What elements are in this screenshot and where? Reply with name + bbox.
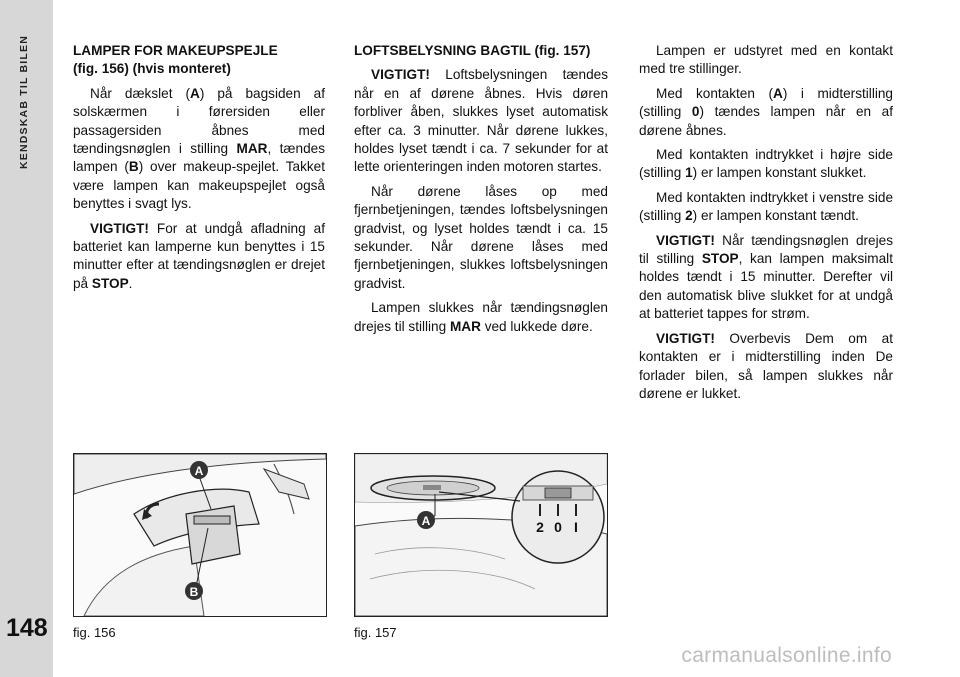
figure-caption: fig. 157: [354, 625, 397, 640]
switch-position-0: 0: [554, 519, 562, 535]
paragraph: Med kontakten indtrykket i venstre side (stilling 2) er lampen konstant tændt.: [639, 189, 893, 224]
paragraph-important: VIGTIGT! Loftsbelysningen tændes når en af dørene åbnes. Hvis døren forbliver åben, slukkes lyset automatisk efter ca. 3 minutter. Når dørene lukkes, holdes lyset tændt i ca. 7 sekunder for at lette orienteringen inden motoren startes.: [354, 67, 608, 175]
page-number: 148: [6, 614, 48, 642]
ceiling-light-illustration: [355, 454, 607, 616]
label-a: A: [421, 514, 431, 528]
figure-156-sun-visor: [73, 453, 327, 617]
switch-position-2: 2: [536, 519, 544, 535]
paragraph: Lampen slukkes når tændingsnøglen drejes til stilling MAR ved lukkede døre.: [354, 300, 608, 334]
column-makeup-lamps: [73, 42, 325, 299]
paragraph-important: VIGTIGT! Overbevis Dem om at kontakten er i midterstilling inden De forlader bilen, så lampen slukkes når dørene er lukket.: [639, 330, 893, 401]
label-a: A: [194, 464, 204, 478]
watermark: carmanualsonline.info: [681, 644, 892, 667]
figure-157-ceiling-light: [354, 453, 608, 617]
paragraph: Når dækslet (A) på bagsiden af solskærmen i førersiden eller passagersiden åbnes med tændingsnøglen i stilling MAR, tændes lampen (B) over makeup-spejlet. Takket være lampen kan makeupspejlet også benyttes i svagt lys.: [73, 85, 325, 212]
paragraph-important: VIGTIGT! Når tændingsnøglen drejes til stilling STOP, kan lampen maksimalt holdes tændt i 15 minutter. Derefter vil den automatisk blive slukket for at undgå at batteriet tappes for strøm.: [639, 232, 893, 322]
heading-rear-ceiling-light: LOFTSBELYSNING BAGTIL (fig. 157): [354, 43, 591, 58]
paragraph: Lampen er udstyret med en kontakt med tre stillinger.: [639, 43, 893, 77]
paragraph: Med kontakten indtrykket i højre side (stilling 1) er lampen konstant slukket.: [639, 147, 893, 181]
figure-caption: fig. 156: [73, 625, 116, 640]
switch-position-1: I: [574, 519, 578, 535]
label-b: B: [189, 585, 199, 599]
sun-visor-illustration: [74, 454, 326, 616]
column-rear-ceiling-light: [354, 42, 608, 342]
paragraph: Når dørene låses op med fjernbetjeningen, tændes loftsbelysningen gradvist, og lyset holdes tændt i ca. 15 sekunder. Når dørene låses med fjernbetjeningen, slukkes loftsbelysningen gradvist.: [354, 183, 608, 291]
switch-detail-inset: [512, 471, 604, 563]
heading-line-1: LAMPER FOR MAKEUPSPEJLE: [73, 43, 278, 58]
section-label: KENDSKAB TIL BILEN: [18, 35, 30, 169]
paragraph: Med kontakten (A) i midterstilling (stilling 0) tændes lampen når en af dørene åbnes.: [639, 85, 893, 138]
heading-makeup-lamps: [73, 42, 325, 79]
paragraph-important: VIGTIGT! For at undgå afladning af batteriet kan lamperne kun benyttes i 15 minutter efter at tændingsnøglen er drejet på STOP.: [73, 220, 325, 291]
heading-line-2: (fig. 156) (hvis monteret): [73, 61, 231, 77]
sidebar: [0, 0, 53, 677]
column-switch-positions: [639, 42, 893, 409]
